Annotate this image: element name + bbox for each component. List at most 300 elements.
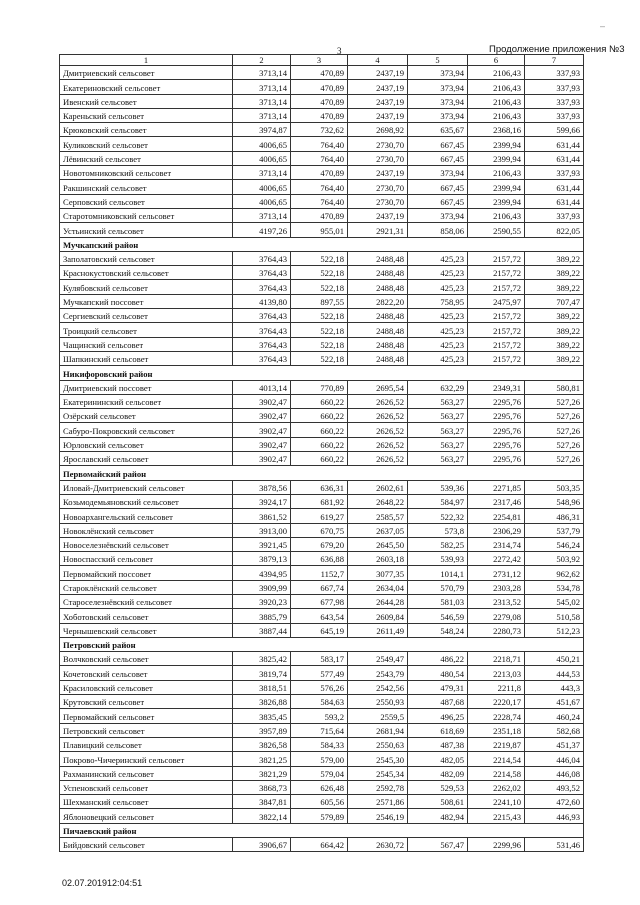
value-cell: 2106,43 [468, 166, 525, 180]
value-cell: 373,94 [408, 108, 468, 122]
value-cell: 667,74 [291, 580, 348, 594]
value-cell: 389,22 [525, 323, 584, 337]
value-cell: 732,62 [291, 123, 348, 137]
value-cell: 2695,54 [348, 380, 408, 394]
table-row [60, 94, 584, 108]
settlement-name: Мучкапский поссовет [60, 294, 233, 308]
value-cell: 3902,47 [233, 437, 291, 451]
value-cell: 3902,47 [233, 423, 291, 437]
value-cell: 573,8 [408, 523, 468, 537]
table-row [60, 180, 584, 194]
value-cell: 2157,72 [468, 323, 525, 337]
value-cell: 2550,63 [348, 737, 408, 751]
value-cell: 563,27 [408, 437, 468, 451]
value-cell: 599,66 [525, 123, 584, 137]
value-cell: 496,25 [408, 709, 468, 723]
table-row [60, 423, 584, 437]
settlement-name: Краснокустовский сельсовет [60, 266, 233, 280]
value-cell: 480,54 [408, 666, 468, 680]
value-cell: 2648,22 [348, 494, 408, 508]
settlement-name: Куликовский сельсовет [60, 137, 233, 151]
value-cell: 580,81 [525, 380, 584, 394]
value-cell: 577,49 [291, 666, 348, 680]
table-row [60, 780, 584, 794]
value-cell: 510,58 [525, 609, 584, 623]
value-cell: 715,64 [291, 723, 348, 737]
value-cell: 2299,96 [468, 838, 525, 852]
table-row [60, 737, 584, 751]
value-cell: 443,3 [525, 680, 584, 694]
table-row [60, 151, 584, 165]
value-cell: 527,26 [525, 409, 584, 423]
value-cell: 546,24 [525, 537, 584, 551]
table-row [60, 566, 584, 580]
value-cell: 593,2 [291, 709, 348, 723]
value-cell: 3822,14 [233, 809, 291, 823]
value-cell: 3764,43 [233, 309, 291, 323]
value-cell: 563,27 [408, 452, 468, 466]
table-row [60, 280, 584, 294]
value-cell: 373,94 [408, 208, 468, 222]
table-row [60, 251, 584, 265]
settlement-name: Новоклёнский сельсовет [60, 523, 233, 537]
value-cell: 635,67 [408, 123, 468, 137]
value-cell: 527,26 [525, 394, 584, 408]
value-cell: 2698,92 [348, 123, 408, 137]
settlement-name: Первомайский поссовет [60, 566, 233, 580]
data-table [59, 54, 584, 852]
value-cell: 446,93 [525, 809, 584, 823]
value-cell: 2219,87 [468, 737, 525, 751]
value-cell: 2106,43 [468, 94, 525, 108]
value-cell: 2437,19 [348, 108, 408, 122]
district-header-row [60, 366, 584, 380]
settlement-name: Петровский сельсовет [60, 723, 233, 737]
settlement-name: Кулябовский сельсовет [60, 280, 233, 294]
value-cell: 1152,7 [291, 566, 348, 580]
value-cell: 667,45 [408, 180, 468, 194]
value-cell: 425,23 [408, 266, 468, 280]
value-cell: 337,93 [525, 66, 584, 80]
value-cell: 3821,25 [233, 752, 291, 766]
value-cell: 2488,48 [348, 266, 408, 280]
settlement-name: Екатериновский сельсовет [60, 80, 233, 94]
value-cell: 3764,43 [233, 351, 291, 365]
settlement-name: Яблоновецкий сельсовет [60, 809, 233, 823]
value-cell: 2822,20 [348, 294, 408, 308]
value-cell: 337,93 [525, 166, 584, 180]
settlement-name: Староклёнский сельсовет [60, 580, 233, 594]
table-row [60, 266, 584, 280]
value-cell: 2602,61 [348, 480, 408, 494]
value-cell: 2106,43 [468, 80, 525, 94]
value-cell: 584,33 [291, 737, 348, 751]
value-cell: 2603,18 [348, 552, 408, 566]
value-cell: 522,18 [291, 280, 348, 294]
value-cell: 482,09 [408, 766, 468, 780]
value-cell: 2218,71 [468, 652, 525, 666]
value-cell: 2211,8 [468, 680, 525, 694]
settlement-name: Сабуро-Покровский сельсовет [60, 423, 233, 437]
value-cell: 2626,52 [348, 452, 408, 466]
settlement-name: Староселезнёвский сельсовет [60, 594, 233, 608]
value-cell: 337,93 [525, 208, 584, 222]
value-cell: 486,31 [525, 509, 584, 523]
value-cell: 508,61 [408, 795, 468, 809]
value-cell: 2488,48 [348, 323, 408, 337]
value-cell: 512,23 [525, 623, 584, 637]
settlement-name: Красиловский сельсовет [60, 680, 233, 694]
value-cell: 667,45 [408, 151, 468, 165]
table-row [60, 137, 584, 151]
value-cell: 2279,08 [468, 609, 525, 623]
value-cell: 2262,02 [468, 780, 525, 794]
table-row [60, 309, 584, 323]
value-cell: 2730,70 [348, 194, 408, 208]
value-cell: 660,22 [291, 437, 348, 451]
value-cell: 2295,76 [468, 409, 525, 423]
value-cell: 3713,14 [233, 208, 291, 222]
value-cell: 962,62 [525, 566, 584, 580]
value-cell: 2488,48 [348, 280, 408, 294]
value-cell: 2549,47 [348, 652, 408, 666]
value-cell: 605,56 [291, 795, 348, 809]
value-cell: 4394,95 [233, 566, 291, 580]
value-cell: 546,59 [408, 609, 468, 623]
value-cell: 3713,14 [233, 66, 291, 80]
value-cell: 522,18 [291, 309, 348, 323]
value-cell: 3957,89 [233, 723, 291, 737]
value-cell: 619,27 [291, 509, 348, 523]
value-cell: 764,40 [291, 194, 348, 208]
value-cell: 451,67 [525, 695, 584, 709]
settlement-name: Новоархангельский сельсовет [60, 509, 233, 523]
value-cell: 2488,48 [348, 251, 408, 265]
value-cell: 487,68 [408, 695, 468, 709]
table-row [60, 552, 584, 566]
value-cell: 2399,94 [468, 194, 525, 208]
value-cell: 576,26 [291, 680, 348, 694]
value-cell: 3818,51 [233, 680, 291, 694]
table-row [60, 337, 584, 351]
value-cell: 389,22 [525, 280, 584, 294]
value-cell: 3764,43 [233, 280, 291, 294]
table-row [60, 523, 584, 537]
settlement-name: Екатерининский сельсовет [60, 394, 233, 408]
value-cell: 522,32 [408, 509, 468, 523]
settlement-name: Рахманинский сельсовет [60, 766, 233, 780]
value-cell: 563,27 [408, 409, 468, 423]
settlement-name: Волчковский сельсовет [60, 652, 233, 666]
value-cell: 470,89 [291, 108, 348, 122]
value-cell: 584,97 [408, 494, 468, 508]
district-header-row [60, 637, 584, 651]
value-cell: 470,89 [291, 80, 348, 94]
value-cell: 2609,84 [348, 609, 408, 623]
value-cell: 955,01 [291, 223, 348, 237]
value-cell: 2313,52 [468, 594, 525, 608]
value-cell: 2215,43 [468, 809, 525, 823]
value-cell: 3913,00 [233, 523, 291, 537]
value-cell: 373,94 [408, 166, 468, 180]
value-cell: 482,05 [408, 752, 468, 766]
value-cell: 2280,73 [468, 623, 525, 637]
value-cell: 2475,97 [468, 294, 525, 308]
settlement-name: Первомайский сельсовет [60, 709, 233, 723]
value-cell: 4006,65 [233, 180, 291, 194]
district-name: Петровский район [60, 637, 584, 651]
value-cell: 2157,72 [468, 351, 525, 365]
value-cell: 3713,14 [233, 94, 291, 108]
value-cell: 660,22 [291, 394, 348, 408]
value-cell: 2590,55 [468, 223, 525, 237]
value-cell: 2921,31 [348, 223, 408, 237]
value-cell: 470,89 [291, 94, 348, 108]
value-cell: 2214,58 [468, 766, 525, 780]
table-row [60, 123, 584, 137]
value-cell: 670,75 [291, 523, 348, 537]
value-cell: 527,26 [525, 452, 584, 466]
value-cell: 563,27 [408, 423, 468, 437]
value-cell: 2730,70 [348, 151, 408, 165]
district-name: Никифоровский район [60, 366, 584, 380]
table-row [60, 166, 584, 180]
column-number: 6 [468, 55, 525, 66]
value-cell: 470,89 [291, 208, 348, 222]
table-row [60, 208, 584, 222]
value-cell: 4006,65 [233, 137, 291, 151]
settlement-name: Ивенский сельсовет [60, 94, 233, 108]
value-cell: 389,22 [525, 251, 584, 265]
value-cell: 2630,72 [348, 838, 408, 852]
value-cell: 667,45 [408, 137, 468, 151]
table-row [60, 351, 584, 365]
value-cell: 770,89 [291, 380, 348, 394]
table-row [60, 680, 584, 694]
value-cell: 337,93 [525, 108, 584, 122]
value-cell: 460,24 [525, 709, 584, 723]
value-cell: 626,48 [291, 780, 348, 794]
value-cell: 3868,73 [233, 780, 291, 794]
value-cell: 618,69 [408, 723, 468, 737]
value-cell: 764,40 [291, 180, 348, 194]
value-cell: 446,08 [525, 766, 584, 780]
table-row [60, 223, 584, 237]
value-cell: 3902,47 [233, 409, 291, 423]
value-cell: 3713,14 [233, 108, 291, 122]
column-number-row [60, 55, 584, 66]
value-cell: 3921,45 [233, 537, 291, 551]
settlement-name: Заполатовский сельсовет [60, 251, 233, 265]
value-cell: 632,29 [408, 380, 468, 394]
value-cell: 2545,30 [348, 752, 408, 766]
table-row [60, 609, 584, 623]
column-number: 1 [60, 55, 233, 66]
settlement-name: Ярославский сельсовет [60, 452, 233, 466]
value-cell: 2271,85 [468, 480, 525, 494]
value-cell: 758,95 [408, 294, 468, 308]
value-cell: 2214,54 [468, 752, 525, 766]
value-cell: 3835,45 [233, 709, 291, 723]
value-cell: 2317,46 [468, 494, 525, 508]
value-cell: 493,52 [525, 780, 584, 794]
value-cell: 2634,04 [348, 580, 408, 594]
value-cell: 660,22 [291, 423, 348, 437]
value-cell: 631,44 [525, 194, 584, 208]
table-row [60, 766, 584, 780]
value-cell: 2213,03 [468, 666, 525, 680]
value-cell: 4139,80 [233, 294, 291, 308]
value-cell: 522,18 [291, 337, 348, 351]
value-cell: 3826,88 [233, 695, 291, 709]
value-cell: 2306,29 [468, 523, 525, 537]
value-cell: 631,44 [525, 180, 584, 194]
value-cell: 425,23 [408, 280, 468, 294]
value-cell: 2157,72 [468, 309, 525, 323]
value-cell: 579,89 [291, 809, 348, 823]
value-cell: 373,94 [408, 66, 468, 80]
table-row [60, 709, 584, 723]
value-cell: 3885,79 [233, 609, 291, 623]
value-cell: 2295,76 [468, 394, 525, 408]
district-header-row [60, 466, 584, 480]
value-cell: 2399,94 [468, 180, 525, 194]
value-cell: 548,96 [525, 494, 584, 508]
value-cell: 3909,99 [233, 580, 291, 594]
value-cell: 487,38 [408, 737, 468, 751]
table-row [60, 580, 584, 594]
value-cell: 2220,17 [468, 695, 525, 709]
value-cell: 2545,34 [348, 766, 408, 780]
value-cell: 2399,94 [468, 137, 525, 151]
value-cell: 531,46 [525, 838, 584, 852]
value-cell: 2542,56 [348, 680, 408, 694]
value-cell: 2106,43 [468, 108, 525, 122]
value-cell: 373,94 [408, 80, 468, 94]
table-row [60, 409, 584, 423]
value-cell: 470,89 [291, 66, 348, 80]
value-cell: 645,19 [291, 623, 348, 637]
value-cell: 2295,76 [468, 423, 525, 437]
value-cell: 579,00 [291, 752, 348, 766]
settlement-name: Крюковский сельсовет [60, 123, 233, 137]
value-cell: 2681,94 [348, 723, 408, 737]
settlement-name: Плавицкий сельсовет [60, 737, 233, 751]
value-cell: 522,18 [291, 266, 348, 280]
value-cell: 3861,52 [233, 509, 291, 523]
value-cell: 897,55 [291, 294, 348, 308]
value-cell: 3821,29 [233, 766, 291, 780]
value-cell: 522,18 [291, 351, 348, 365]
print-timestamp: 02.07.201912:04:51 [62, 878, 143, 888]
value-cell: 2314,74 [468, 537, 525, 551]
settlement-name: Лёвинский сельсовет [60, 151, 233, 165]
value-cell: 2488,48 [348, 337, 408, 351]
value-cell: 2241,10 [468, 795, 525, 809]
table-row [60, 809, 584, 823]
value-cell: 389,22 [525, 266, 584, 280]
value-cell: 567,47 [408, 838, 468, 852]
settlement-name: Новоселезнёвский сельсовет [60, 537, 233, 551]
table-row [60, 838, 584, 852]
value-cell: 2611,49 [348, 623, 408, 637]
value-cell: 584,63 [291, 695, 348, 709]
settlement-name: Устьинский сельсовет [60, 223, 233, 237]
value-cell: 539,93 [408, 552, 468, 566]
table-row [60, 66, 584, 80]
value-cell: 2731,12 [468, 566, 525, 580]
table-row [60, 537, 584, 551]
value-cell: 822,05 [525, 223, 584, 237]
settlement-name: Шехманский сельсовет [60, 795, 233, 809]
value-cell: 2157,72 [468, 266, 525, 280]
value-cell: 2626,52 [348, 437, 408, 451]
value-cell: 3713,14 [233, 80, 291, 94]
value-cell: 472,60 [525, 795, 584, 809]
value-cell: 2437,19 [348, 166, 408, 180]
settlement-name: Кочетовский сельсовет [60, 666, 233, 680]
value-cell: 2351,18 [468, 723, 525, 737]
value-cell: 2592,78 [348, 780, 408, 794]
value-cell: 425,23 [408, 251, 468, 265]
settlement-name: Дмитриевский сельсовет [60, 66, 233, 80]
value-cell: 858,06 [408, 223, 468, 237]
value-cell: 2228,74 [468, 709, 525, 723]
value-cell: 545,02 [525, 594, 584, 608]
value-cell: 503,92 [525, 552, 584, 566]
value-cell: 2585,57 [348, 509, 408, 523]
settlement-name: Серповский сельсовет [60, 194, 233, 208]
value-cell: 1014,1 [408, 566, 468, 580]
value-cell: 667,45 [408, 194, 468, 208]
value-cell: 2437,19 [348, 66, 408, 80]
value-cell: 486,22 [408, 652, 468, 666]
value-cell: 2571,86 [348, 795, 408, 809]
value-cell: 446,04 [525, 752, 584, 766]
value-cell: 636,88 [291, 552, 348, 566]
value-cell: 764,40 [291, 151, 348, 165]
settlement-name: Новотомниковский сельсовет [60, 166, 233, 180]
value-cell: 2644,28 [348, 594, 408, 608]
table-row [60, 394, 584, 408]
value-cell: 2295,76 [468, 452, 525, 466]
settlement-name: Бийдовский сельсовет [60, 838, 233, 852]
value-cell: 2626,52 [348, 409, 408, 423]
settlement-name: Крутовский сельсовет [60, 695, 233, 709]
value-cell: 2254,81 [468, 509, 525, 523]
table-row [60, 494, 584, 508]
table-row [60, 437, 584, 451]
value-cell: 2157,72 [468, 280, 525, 294]
value-cell: 3819,74 [233, 666, 291, 680]
value-cell: 4006,65 [233, 194, 291, 208]
value-cell: 583,17 [291, 652, 348, 666]
continuation-label: Продолжение приложения №3 [489, 44, 625, 55]
value-cell: 3920,23 [233, 594, 291, 608]
value-cell: 579,04 [291, 766, 348, 780]
value-cell: 2645,50 [348, 537, 408, 551]
value-cell: 482,94 [408, 809, 468, 823]
value-cell: 479,31 [408, 680, 468, 694]
table-row [60, 623, 584, 637]
table-row [60, 452, 584, 466]
settlement-name: Шапкинский сельсовет [60, 351, 233, 365]
value-cell: 2295,76 [468, 437, 525, 451]
value-cell: 3879,13 [233, 552, 291, 566]
value-cell: 2626,52 [348, 394, 408, 408]
value-cell: 3764,43 [233, 266, 291, 280]
value-cell: 522,18 [291, 251, 348, 265]
